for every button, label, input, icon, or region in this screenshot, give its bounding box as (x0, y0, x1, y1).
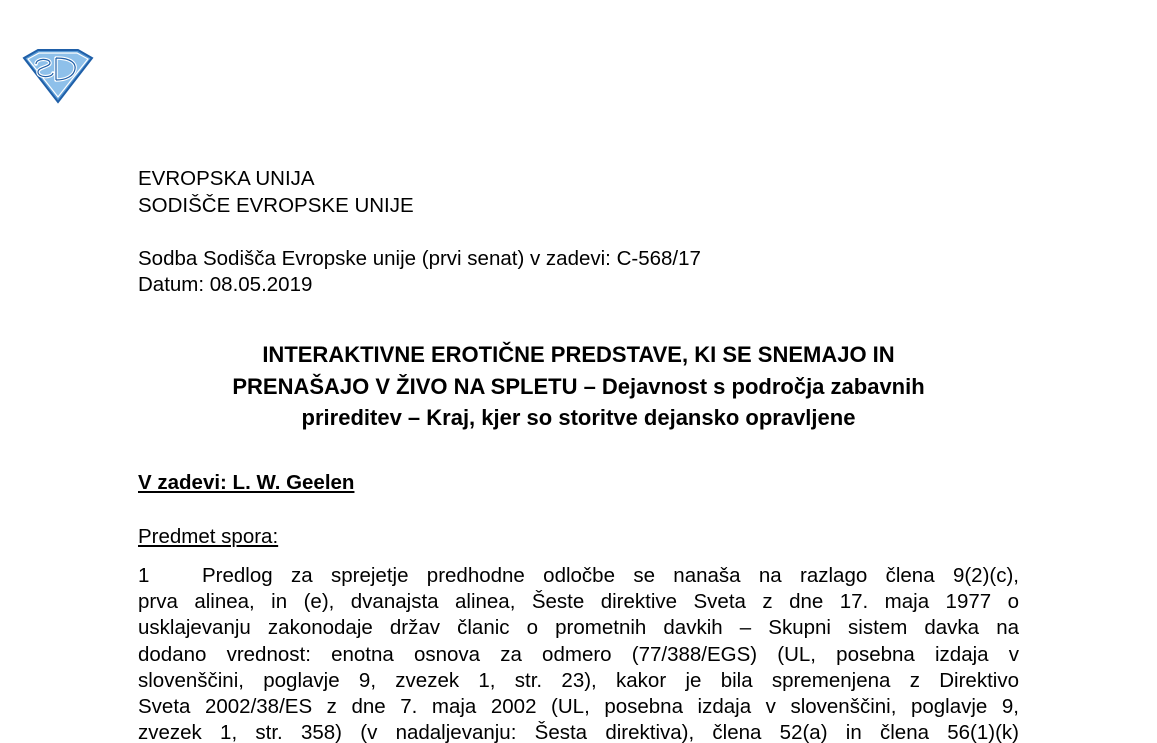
title-line: INTERAKTIVNE EROTIČNE PREDSTAVE, KI SE SNEMAJO IN (262, 342, 895, 367)
case-date: Datum: 08.05.2019 (138, 273, 313, 296)
document-title (138, 339, 1019, 434)
paragraph-number: 1 (138, 564, 150, 587)
title-line: prireditev – Kraj, kjer so storitve dejansko opravljene (301, 405, 856, 430)
paragraph-line (138, 563, 1019, 589)
court-shield-logo-icon (20, 46, 96, 104)
paragraph-1 (138, 563, 1019, 743)
paragraph-line: zvezek 1, str. 358) (v nadaljevanju: Šesta direktiva), člena 52(a) in člena 56(1)(k) (138, 721, 1019, 743)
case-reference: Sodba Sodišča Evropske unije (prvi senat) v zadevi: C-568/17 (138, 247, 701, 270)
paragraph-line: prva alinea, in (e), dvanajsta alinea, Šeste direktive Sveta z dne 17. maja 1977 o (138, 590, 1019, 614)
paragraph-line: slovenščini, poglavje 9, zvezek 1, str. 23), kakor je bila spremenjena z Direktivo (138, 668, 1019, 692)
title-line: PRENAŠAJO V ŽIVO NA SPLETU – Dejavnost s področja zabavnih (232, 373, 925, 399)
paragraph-line: Sveta 2002/38/ES z dne 7. maja 2002 (UL, posebna izdaja v slovenščini, poglavje 9, (138, 694, 1019, 718)
header-court: SODIŠČE EVROPSKE UNIJE (138, 194, 414, 217)
subject-heading: Predmet spora: (138, 525, 279, 548)
parties-line: V zadevi: L. W. Geelen (138, 471, 355, 494)
paragraph-line: dodano vrednost: enotna osnova za odmero (77/388/EGS) (UL, posebna izdaja v (138, 642, 1019, 666)
header-eu: EVROPSKA UNIJA (138, 167, 315, 190)
paragraph-line-text: Predlog za sprejetje predhodne odločbe se nanaša na razlago člena 9(2)(c), (202, 564, 1019, 587)
paragraph-line: usklajevanju zakonodaje držav članic o prometnih davkih – Skupni sistem davka na (138, 616, 1019, 640)
